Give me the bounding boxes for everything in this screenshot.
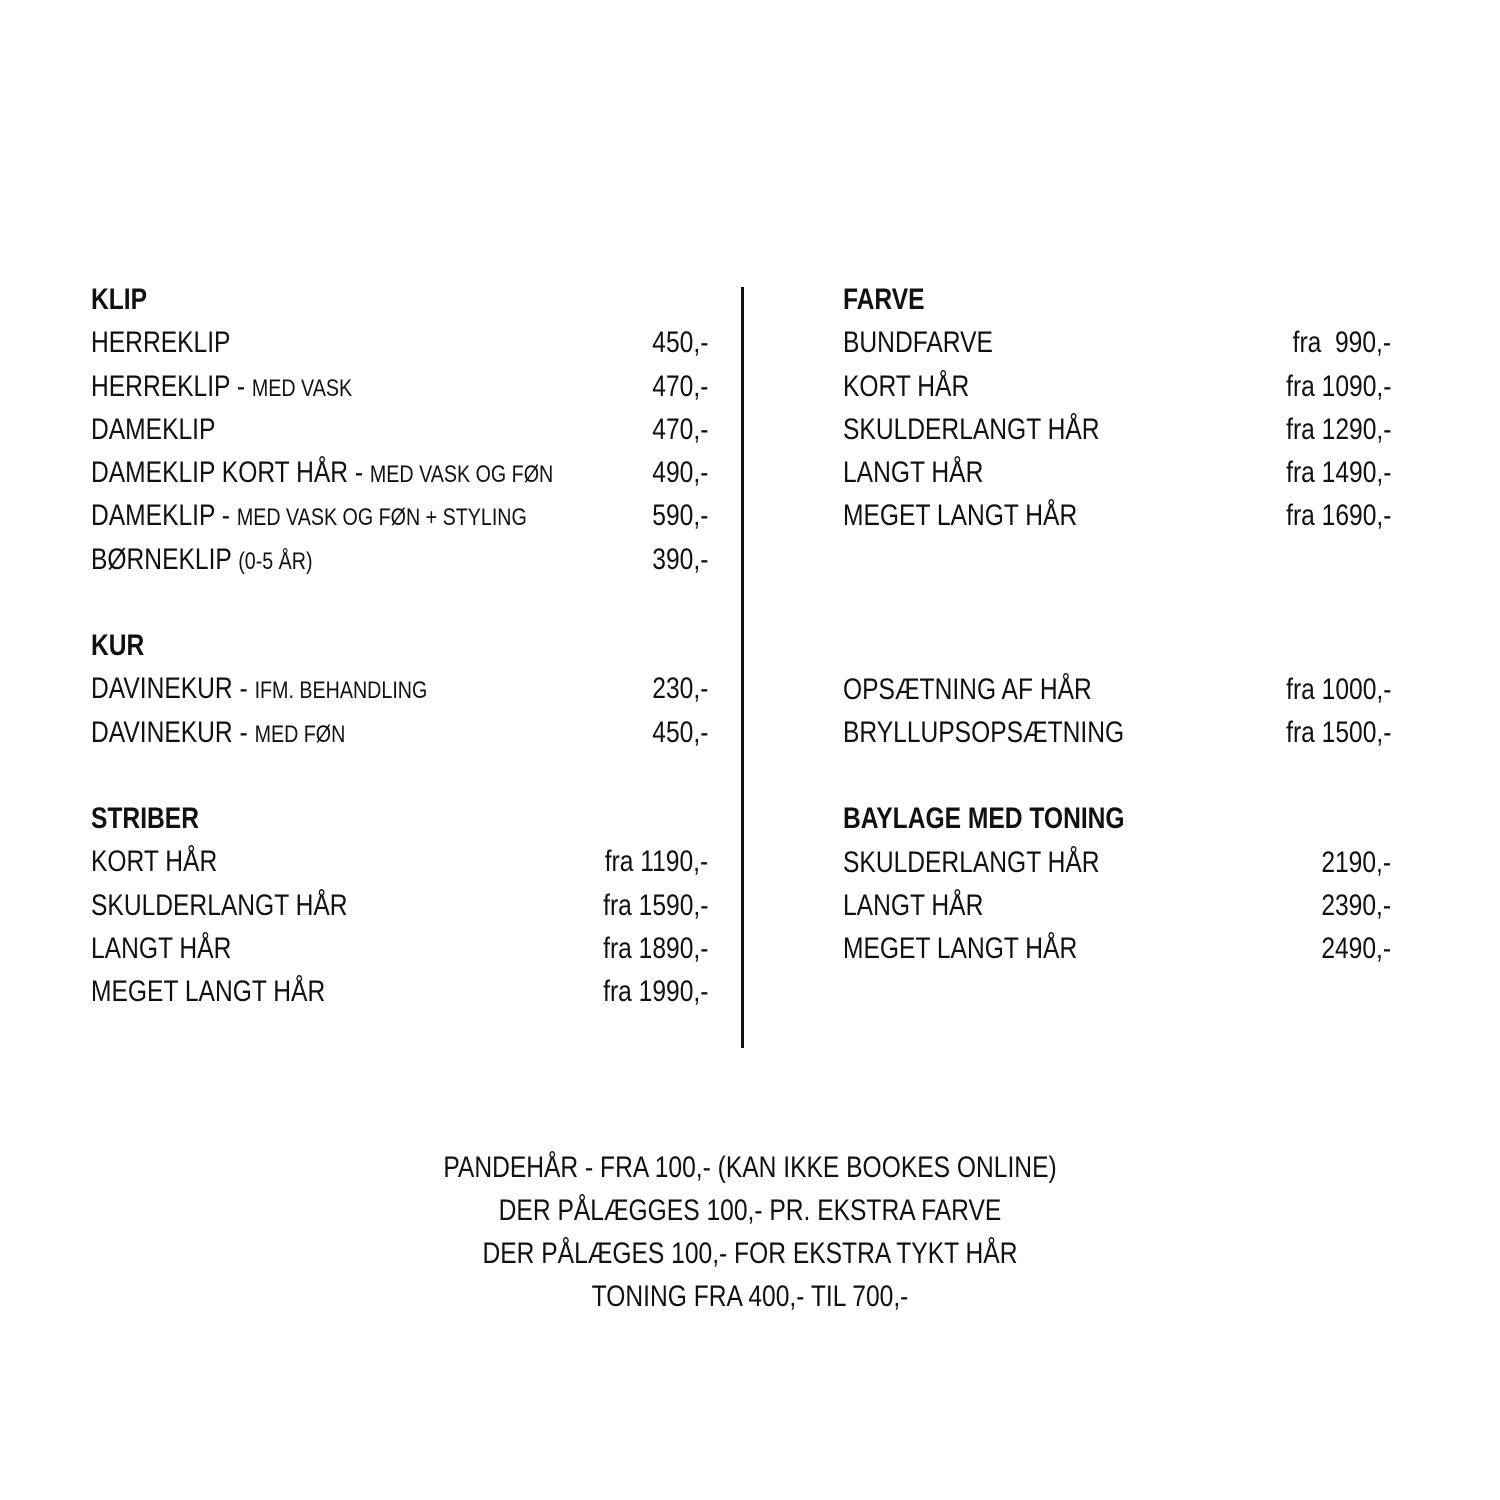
service-price: fra 1000,- [1285, 672, 1391, 706]
section-title-farve: FARVE [843, 283, 925, 316]
service-price: fra 1190,- [604, 845, 708, 879]
service-note: MED FØN [254, 720, 346, 748]
service-price: 2190,- [1321, 845, 1391, 879]
service-name [91, 408, 215, 453]
service-name: MEGET LANGT HÅR [843, 499, 1078, 533]
service-note: MED VASK [251, 374, 353, 402]
service-name: BRYLLUPSOPSÆTNING [843, 716, 1125, 750]
footer-note-tykt-har: DER PÅLÆGES 100,- FOR EKSTRA TYKT HÅR [482, 1237, 1018, 1270]
section-title-striber: STRIBER [91, 801, 199, 835]
section-opsaetning [843, 668, 1391, 755]
service-name: MEGET LANGT HÅR [91, 975, 326, 1009]
service-name: BUNDFARVE [843, 326, 993, 360]
service-name: KORT HÅR [91, 845, 218, 879]
service-price: fra 1990,- [602, 975, 708, 1009]
price-row-davinekur-behandling [91, 667, 708, 710]
price-row-dameklip [91, 408, 708, 451]
service-price: 2490,- [1321, 932, 1391, 966]
service-price: fra 1590,- [602, 888, 708, 922]
spacer [843, 538, 1391, 668]
service-label: DAVINEKUR - [91, 715, 255, 749]
service-price: fra 1090,- [1285, 369, 1391, 403]
section-kur [91, 624, 708, 754]
price-row-bundfarve [843, 321, 1391, 364]
section-title-klip: KLIP [91, 283, 148, 316]
section-title-baylage: BAYLAGE MED TONING [843, 802, 1125, 836]
price-row-baylage-skulderlangt [843, 841, 1391, 884]
price-row-farve-skulderlangt [843, 408, 1391, 451]
price-row-striber-meget-langt [91, 970, 708, 1013]
service-price: fra 1490,- [1285, 456, 1391, 490]
section-title-kur: KUR [91, 629, 145, 663]
service-name: MEGET LANGT HÅR [843, 932, 1078, 966]
service-price: fra 1290,- [1285, 412, 1391, 446]
footer-note-ekstra-farve: DER PÅLÆGGES 100,- PR. EKSTRA FARVE [498, 1194, 1002, 1227]
service-note: IFM. BEHANDLING [254, 677, 428, 705]
service-price: fra 990,- [1292, 326, 1391, 360]
price-row-bryllupsopsaetning [843, 711, 1391, 754]
service-note: MED VASK OG FØN [369, 461, 554, 489]
service-price: fra 1500,- [1285, 716, 1391, 750]
service-name: LANGT HÅR [843, 456, 984, 490]
service-price: 390,- [651, 542, 708, 576]
left-column [91, 278, 708, 1013]
price-row-farve-langt [843, 451, 1391, 494]
price-row-farve-kort [843, 365, 1391, 408]
service-name [91, 321, 230, 366]
price-row-striber-kort [91, 840, 708, 883]
service-name: KORT HÅR [843, 369, 970, 403]
service-name: SKULDERLANGT HÅR [91, 888, 348, 922]
service-price: 2390,- [1321, 888, 1391, 922]
section-striber [91, 797, 708, 1013]
price-row-opsaetning [843, 668, 1391, 711]
right-column [843, 278, 1391, 971]
price-row-herreklip-med-vask [91, 365, 708, 408]
service-price: fra 1890,- [602, 931, 708, 965]
section-baylage [843, 797, 1391, 970]
service-name [91, 451, 553, 496]
service-price: 450,- [651, 715, 708, 749]
spacer [91, 581, 708, 624]
service-name: SKULDERLANGT HÅR [843, 412, 1100, 446]
column-divider [741, 287, 744, 1048]
spacer [843, 754, 1391, 797]
service-label: DAMEKLIP KORT HÅR - [91, 456, 370, 490]
service-label: DAMEKLIP - [91, 499, 237, 533]
service-note: (0-5 ÅR) [238, 547, 313, 575]
service-name [91, 494, 527, 539]
service-price: 590,- [651, 499, 708, 533]
service-price: fra 1690,- [1285, 499, 1391, 533]
price-row-herreklip [91, 321, 708, 364]
price-row-dameklip-kort-har [91, 451, 708, 494]
service-name: OPSÆTNING AF HÅR [843, 672, 1092, 706]
price-row-baylage-langt [843, 884, 1391, 927]
price-row-borneklip [91, 538, 708, 581]
price-row-farve-meget-langt [843, 494, 1391, 537]
section-klip [91, 278, 708, 581]
service-label: DAVINEKUR - [91, 672, 255, 706]
spacer [91, 754, 708, 797]
service-label: DAMEKLIP [91, 412, 216, 446]
footer-notes [0, 1146, 1500, 1318]
price-row-baylage-meget-langt [843, 927, 1391, 970]
service-label: HERREKLIP [91, 326, 231, 360]
service-name [91, 538, 313, 583]
price-row-dameklip-styling [91, 494, 708, 537]
service-name [91, 711, 345, 756]
price-row-striber-skulderlangt [91, 884, 708, 927]
service-price: 490,- [651, 456, 708, 490]
service-name: SKULDERLANGT HÅR [843, 845, 1100, 879]
price-row-striber-langt [91, 927, 708, 970]
price-row-davinekur-fon [91, 711, 708, 754]
service-label: BØRNEKLIP [91, 542, 239, 576]
service-price: 470,- [651, 369, 708, 403]
service-price: 450,- [651, 326, 708, 360]
service-name [91, 667, 427, 712]
section-farve [843, 278, 1391, 538]
service-name: LANGT HÅR [843, 888, 984, 922]
service-note: MED VASK OG FØN + STYLING [236, 504, 527, 532]
footer-note-toning: TONING FRA 400,- TIL 700,- [591, 1280, 909, 1313]
service-price: 230,- [651, 672, 708, 706]
service-name: LANGT HÅR [91, 931, 232, 965]
service-label: HERREKLIP - [91, 369, 252, 403]
footer-note-pandehar: PANDEHÅR - FRA 100,- (KAN IKKE BOOKES ONLINE) [443, 1151, 1057, 1184]
service-price: 470,- [651, 412, 708, 446]
service-name [91, 365, 352, 410]
